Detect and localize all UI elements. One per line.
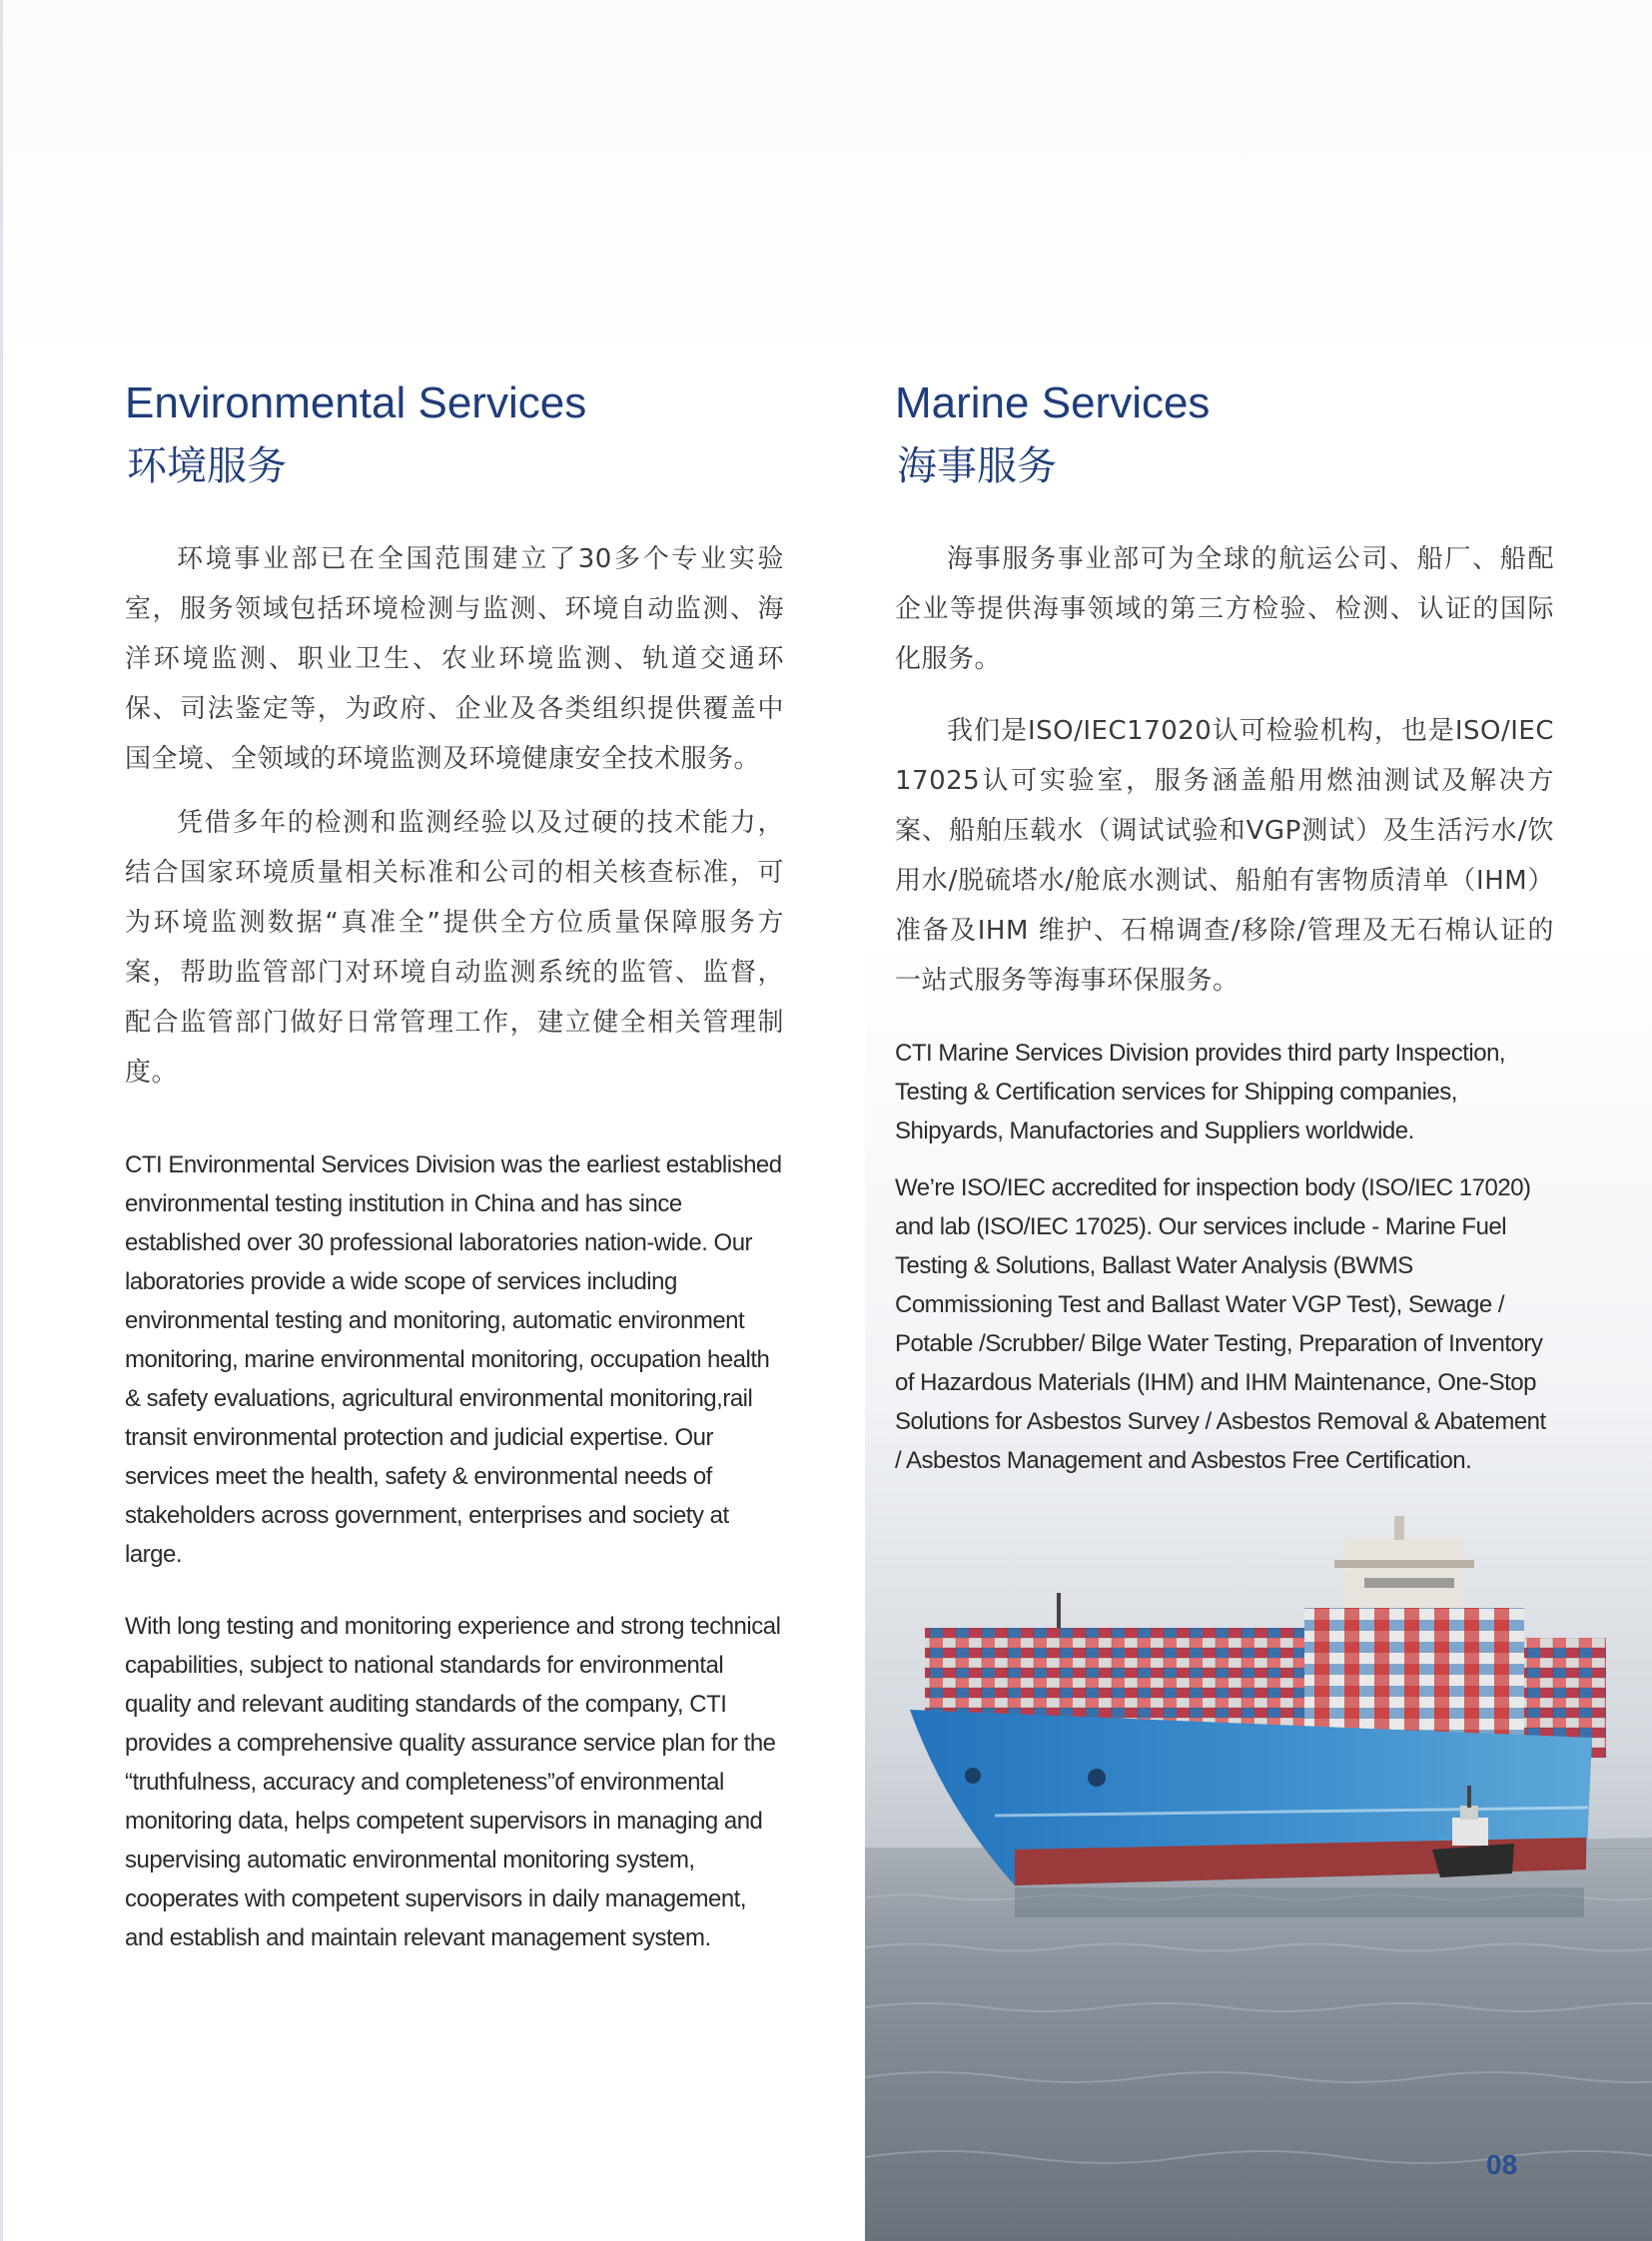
environmental-title-en: Environmental Services	[125, 378, 587, 427]
environmental-en-body	[125, 1145, 784, 1957]
environmental-zh-body	[125, 534, 784, 1098]
environmental-zh-paragraph: 环境事业部已在全国范围建立了30多个专业实验室，服务领域包括环境检测与监测、环境自动监测、海洋环境监测、职业卫生、农业环境监测、轨道交通环保、司法鉴定等，为政府、企业及各类组织提供覆盖中国全境、全领域的环境监测及环境健康安全技术服务。	[125, 544, 784, 774]
marine-title-zh: 海事服务	[897, 443, 1057, 489]
environmental-en-paragraph: With long testing and monitoring experience and strong technical capabilities, subject to national standards for environmental quality and relevant auditing standards of the company, CTI provides a comprehensive quality assurance service plan for the “truthfulness, accuracy and completeness”of environmental monitoring data, helps competent supervisors in managing and supervising automatic environmental monitoring system, cooperates with competent supervisors in daily management, and establish and maintain relevant management system.	[125, 1613, 781, 1951]
environmental-en-paragraph: CTI Environmental Services Division was the earliest established environmental testing institution in China and has since established over 30 professional laboratories nation-wide. Our laboratories provide a wide scope of services including environmental testing and monitoring, automatic environment monitoring, marine environmental monitoring, occupation health & safety evaluations, agricultural environmental monitoring,rail transit environmental protection and judicial expertise. Our services meet the health, safety & environmental needs of stakeholders across government, enterprises and society at large.	[125, 1151, 782, 1568]
marine-en-body	[895, 1034, 1554, 1480]
marine-zh-paragraph: 海事服务事业部可为全球的航运公司、船厂、船配企业等提供海事领域的第三方检验、检测、认证的国际化服务。	[895, 544, 1554, 674]
marine-zh-paragraph: 我们是ISO/IEC17020认可检验机构，也是ISO/IEC 17025认可实验室，服务涵盖船用燃油测试及解决方案、船舶压载水（调试试验和VGP测试）及生活污水/饮用水/脱硫塔水/舱底水测试、船舶有害物质清单（IHM）准备及IHM 维护、石棉调查/移除/管理及无石棉认证的一站式服务等海事环保服务。	[895, 716, 1554, 996]
environmental-title-zh: 环境服务	[127, 443, 287, 489]
marine-title-en: Marine Services	[895, 378, 1211, 427]
page-edge-shadow	[0, 0, 3, 2241]
marine-services-section	[895, 374, 1554, 1480]
page-number: 08	[1486, 2149, 1518, 2180]
marine-zh-body	[895, 534, 1554, 1006]
top-blank-area	[0, 0, 1652, 379]
marine-en-paragraph: We’re ISO/IEC accredited for inspection body (ISO/IEC 17020) and lab (ISO/IEC 17025). Our services include - Marine Fuel Testing & Solutions, Ballast Water Analysis (BWMS Commissioning Test and Ballast Water VGP Test), Sewage / Potable /Scrubber/ Bilge Water Testing, Preparation of Inventory of Hazardous Materials (IHM) and IHM Maintenance, One-Stop Solutions for Asbestos Survey / Asbestos Removal & Abatement / Asbestos Management and Asbestos Free Certification.	[895, 1174, 1546, 1474]
environmental-zh-paragraph: 凭借多年的检测和监测经验以及过硬的技术能力，结合国家环境质量相关标准和公司的相关核查标准，可为环境监测数据“真准全”提供全方位质量保障服务方案，帮助监管部门对环境自动监测系统的监管、监督，配合监管部门做好日常管理工作，建立健全相关管理制度。	[125, 808, 784, 1088]
marine-en-paragraph: CTI Marine Services Division provides third party Inspection, Testing & Certification services for Shipping companies, Shipyards, Manufactories and Suppliers worldwide.	[895, 1040, 1506, 1144]
environmental-services-section	[125, 374, 784, 1957]
